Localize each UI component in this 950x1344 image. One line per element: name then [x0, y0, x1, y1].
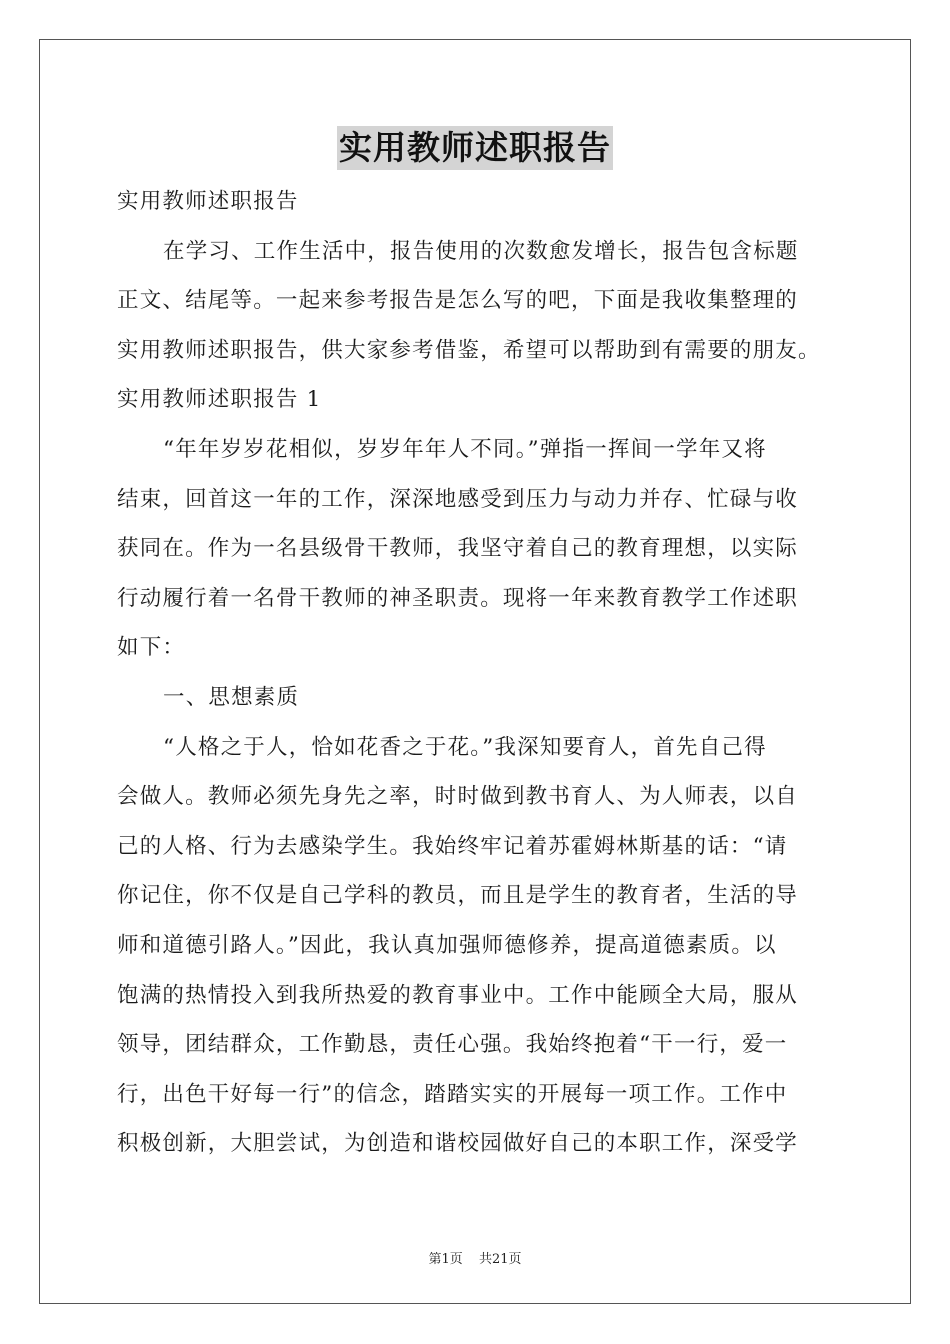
text-line: 实用教师述职报告，供大家参考借鉴，希望可以帮助到有需要的朋友。	[117, 337, 821, 363]
page-number-current: 第1页	[428, 1252, 463, 1267]
text-line: 己的人格、行为去感染学生。我始终牢记着苏霍姆林斯基的话：“请	[117, 833, 788, 859]
text-line: 实用教师述职报告	[117, 189, 299, 214]
document-title: 实用教师述职报告	[337, 126, 613, 170]
text-line: 积极创新，大胆尝试，为创造和谐校园做好自己的本职工作，深受学	[117, 1131, 799, 1157]
text-line: 行动履行着一名骨干教师的神圣职责。现将一年来教育教学工作述职	[117, 585, 799, 611]
text-line: 结束，回首这一年的工作，深深地感受到压力与动力并存、忙碌与收	[117, 486, 799, 512]
text-line: 实用教师述职报告 1	[117, 387, 322, 413]
text-line: 获同在。作为一名县级骨干教师，我坚守着自己的教育理想，以实际	[117, 536, 799, 562]
text-line: 行，出色干好每一行”的信念，踏踏实实的开展每一项工作。工作中	[117, 1081, 788, 1107]
document-body	[117, 177, 839, 1169]
text-line: 师和道德引路人。”因此，我认真加强师德修养，提高道德素质。以	[117, 932, 777, 958]
page-footer	[0, 1248, 950, 1267]
text-line: 饱满的热情投入到我所热爱的教育事业中。工作中能顾全大局，服从	[117, 982, 799, 1008]
text-line: “人格之于人，恰如花香之于花。”我深知要育人，首先自己得	[163, 734, 767, 760]
text-line: 在学习、工作生活中，报告使用的次数愈发增长，报告包含标题	[163, 238, 799, 264]
text-line: 会做人。教师必须先身先之率，时时做到教书育人、为人师表，以自	[117, 784, 799, 810]
text-line: 一、思想素质	[163, 684, 300, 710]
page-number-total: 共21页	[478, 1252, 522, 1267]
text-line: 如下：	[117, 635, 186, 661]
title-container	[0, 126, 950, 170]
text-line: 正文、结尾等。一起来参考报告是怎么写的吧，下面是我收集整理的	[117, 288, 799, 314]
text-line: 你记住，你不仅是自己学科的教员，而且是学生的教育者，生活的导	[117, 883, 799, 909]
text-line: 领导，团结群众，工作勤恳，责任心强。我始终抱着“干一行，爱一	[117, 1032, 788, 1058]
text-line: “年年岁岁花相似，岁岁年年人不同。”弹指一挥间一学年又将	[163, 436, 767, 462]
